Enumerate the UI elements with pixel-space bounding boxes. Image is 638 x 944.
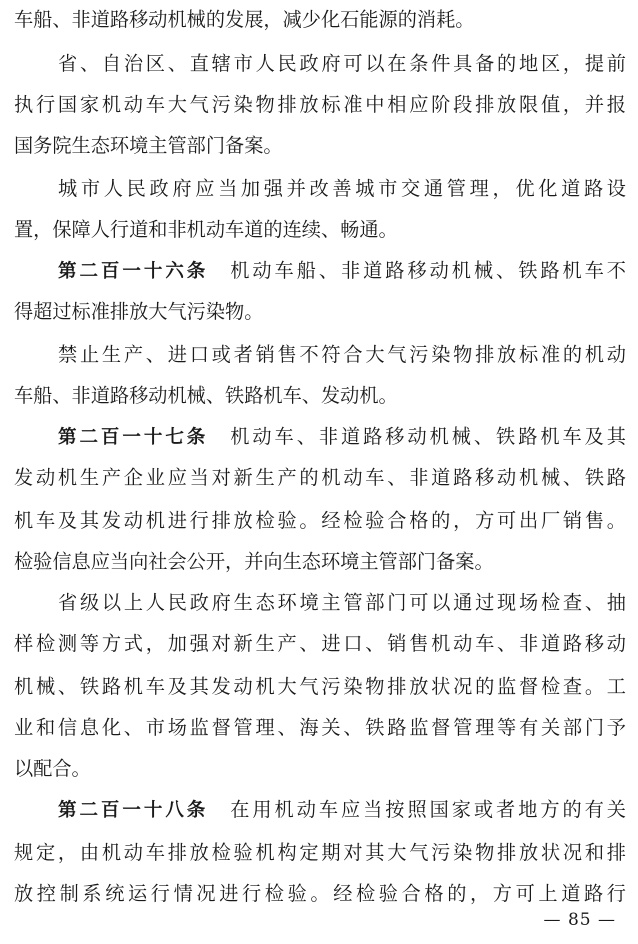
text-line: 以配合。 (14, 757, 91, 780)
text-line: 车船、非道路移动机械的发展，减少化石能源的消耗。 (14, 8, 475, 31)
text-line: 检验信息应当向社会公开，并向生态环境主管部门备案。 (14, 550, 494, 573)
article-text: 机动车船、非道路移动机械、铁路机车不 (230, 259, 626, 282)
article-text: 在用机动车应当按照国家或者地方的有关 (230, 798, 626, 821)
text-line: 放控制系统运行情况进行检验。经检验合格的，方可上道路行 (14, 882, 626, 905)
page-number: — 85 — (543, 910, 616, 930)
text-line: 业和信息化、市场监督管理、海关、铁路监督管理等有关部门予 (14, 716, 626, 739)
text-line: 执行国家机动车大气污染物排放标准中相应阶段排放限值，并报 (14, 93, 626, 116)
text-line: 国务院生态环境主管部门备案。 (14, 134, 283, 157)
paragraph-first-line: 禁止生产、进口或者销售不符合大气污染物排放标准的机动 (58, 343, 626, 366)
text-line: 发动机生产企业应当对新生产的机动车、非道路移动机械、铁路 (14, 466, 626, 489)
article-217-line (58, 423, 626, 451)
text-line: 机械、铁路机车及其发动机大气污染物排放状况的监督检查。工 (14, 675, 626, 698)
article-number: 第二百一十八条 (58, 800, 209, 821)
text-line: 机车及其发动机进行排放检验。经检验合格的，方可出厂销售。 (14, 509, 626, 532)
text-line: 样检测等方式，加强对新生产、进口、销售机动车、非道路移动 (14, 632, 626, 655)
article-number: 第二百一十七条 (58, 427, 209, 448)
text-line: 置，保障人行道和非机动车道的连续、畅通。 (14, 218, 398, 241)
article-text: 机动车、非道路移动机械、铁路机车及其 (230, 425, 626, 448)
text-line: 规定，由机动车排放检验机构定期对其大气污染物排放状况和排 (14, 841, 626, 864)
paragraph-first-line: 省级以上人民政府生态环境主管部门可以通过现场检查、抽 (58, 591, 626, 614)
article-218-line (58, 796, 626, 824)
paragraph-first-line: 城市人民政府应当加强并改善城市交通管理，优化道路设 (58, 177, 626, 200)
paragraph-first-line: 省、自治区、直辖市人民政府可以在条件具备的地区，提前 (58, 52, 626, 75)
article-number: 第二百一十六条 (58, 261, 209, 282)
article-216-line (58, 257, 626, 285)
text-line: 车船、非道路移动机械、铁路机车、发动机。 (14, 384, 398, 407)
text-line: 得超过标准排放大气污染物。 (14, 300, 264, 323)
